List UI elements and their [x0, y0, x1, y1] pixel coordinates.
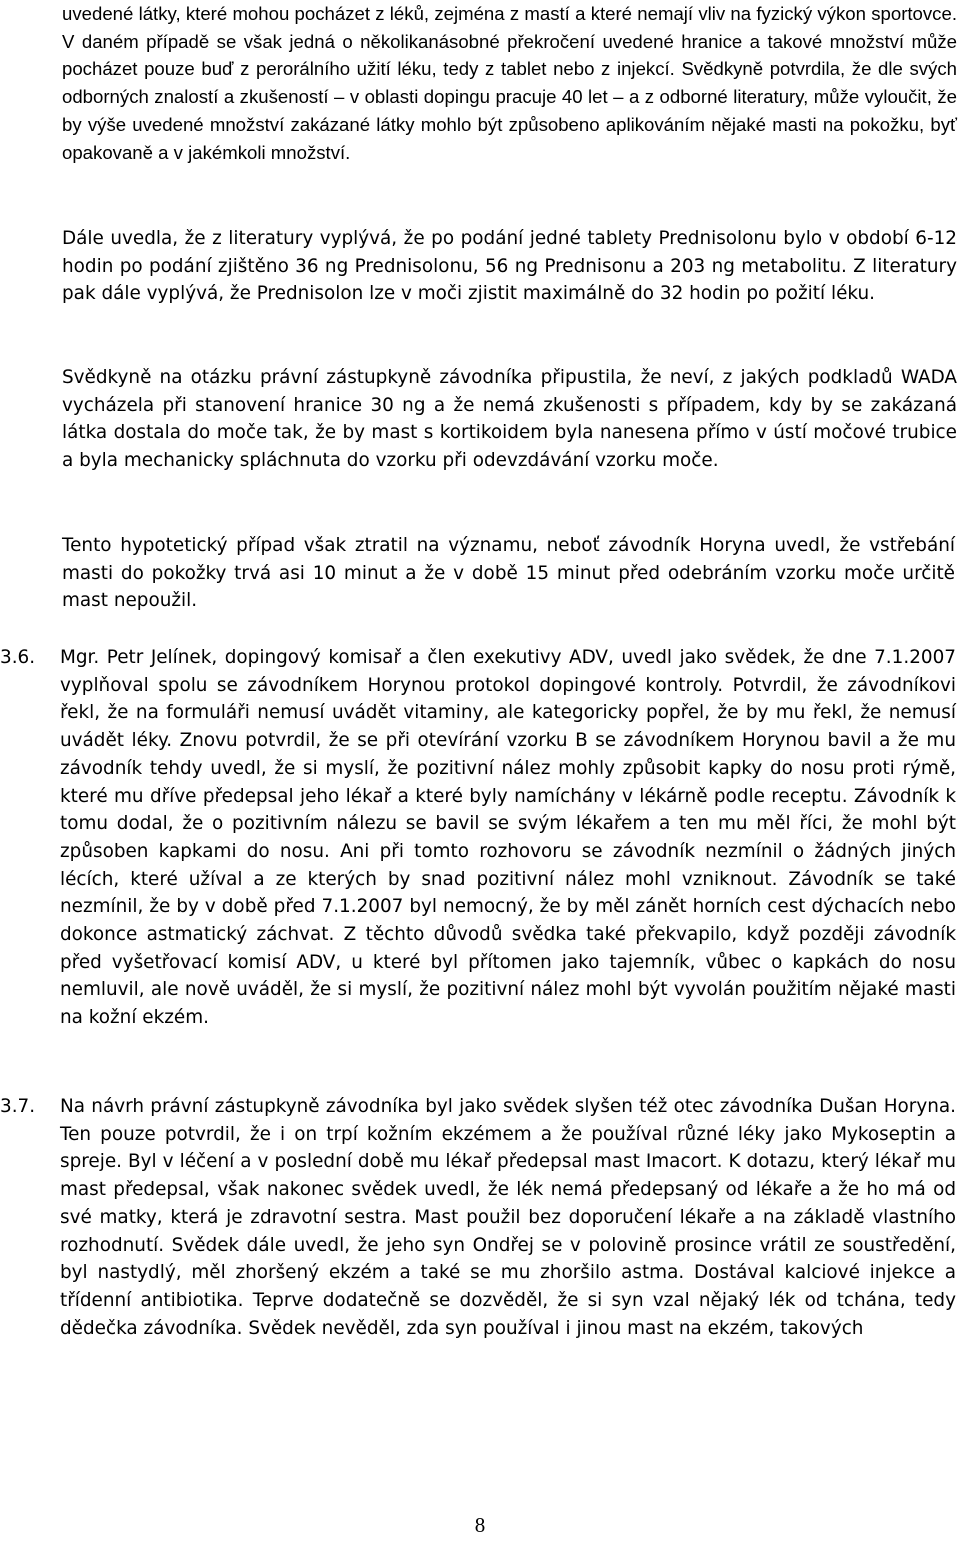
- section-text: Na návrh právní zástupkyně závodníka byl jako svědek slyšen též otec závodníka Dušan Horyna. Ten pouze potvrdil, že i on trpí kožním ekzémem a že používal různé léky jako Mykoseptin a spreje. Byl v léčení a v poslední době mu lékař předepsal mast Imacort. K dotazu, který lékař mu mast předepsal, však nakonec svědek uvedl, že lék nemá předepsaný od lékaře a že ho má od své matky, která je zdravotní sestra. Mast použil bez doporučení lékaře a na základě vlastního rozhodnutí. Svědek dále uvedl, že jeho syn Ondřej se v polovině prosince vrátil ze soustředění, byl nastydlý, měl zhoršený ekzém a také se mu zhoršilo astma. Dostával kalciové injekce a třídenní antibiotika. Teprve dodatečně se dozvěděl, že si syn vzal nějaký lék od tchána, tedy dědečka závodníka. Svědek nevěděl, zda syn používal i jinou mast na ekzém, takových: [60, 1096, 956, 1339]
- page-number: 8: [474, 1513, 486, 1537]
- section-number: 3.7.: [0, 1096, 36, 1117]
- paragraph-substance-origin: uvedené látky, které mohou pocházet z léků, zejména z mastí a které nemají vliv na fyzický výkon sportovce. V daném případě se však jedná o několikanásobné překročení uvedené hranice a takové množství může pocházet pouze buď z perorálního užití léku, tedy z tablet nebo z injekcí. Svědkyně potvrdila, že dle svých odborných znalostí a zkušeností – v oblasti dopingu pracuje 40 let – a z odborné literatury, může vyloučit, že by výše uvedené množství zakázané látky mohlo být způsobeno aplikováním nějaké masti na pokožku, byť opakovaně a v jakémkoli množství.: [62, 3, 957, 163]
- paragraph-literature: Dále uvedla, že z literatury vyplývá, že po podání jedné tablety Prednisolonu bylo v období 6-12 hodin po podání zjištěno 36 ng Prednisolonu, 56 ng Prednisonu a 203 ng metabolitu. Z literatury pak dále vyplývá, že Prednisolon lze v moči zjistit maximálně do 32 hodin po požití léku.: [62, 228, 957, 305]
- paragraph-hypothetical-case: Tento hypotetický případ však ztratil na významu, neboť závodník Horyna uvedl, že vstřebání masti do pokožky trvá asi 10 minut a že v době 15 minut před odebráním vzorku moče určitě mast nepoužil.: [62, 535, 955, 612]
- paragraph-wada-threshold: Svědkyně na otázku právní zástupkyně závodníka připustila, že neví, z jakých podkladů WADA vycházela při stanovení hranice 30 ng a že nemá zkušenosti s případem, kdy by se zakázaná látka dostala do moče tak, že by mast s kortikoidem byla nanesena přímo v ústí močové trubice a byla mechanicky spláchnuta do vzorku při odevzdávání vzorku moče.: [62, 367, 957, 472]
- section-number: 3.6.: [0, 647, 36, 668]
- section-text: Mgr. Petr Jelínek, dopingový komisař a člen exekutivy ADV, uvedl jako svědek, že dne 7.1.2007 vyplňoval spolu se závodníkem Horynou protokol dopingové kontroly. Potvrdil, že závodníkovi řekl, že na formuláři nemusí uvádět vitaminy, ale kategoricky popřel, že by mu řekl, že nemusí uvádět léky. Znovu potvrdil, že se při otevírání vzorku B se závodníkem Horynou bavil a že mu závodník tehdy uvedl, že si myslí, že pozitivní nález mohly způsobit kapky do nosu proti rýmě, které mu dříve předepsal jeho lékař a které byly namíchány v lékárně podle receptu. Závodník k tomu dodal, že o pozitivním nálezu se bavil se svým lékařem a ten mu měl říci, že mohl být způsoben kapkami do nosu. Ani při tomto rozhovoru se závodník nezmínil o žádných jiných lécích, které užíval a ze kterých by snad pozitivní nález mohl vzniknout. Závodník se také nezmínil, že by v době před 7.1.2007 byl nemocný, že by měl zánět horních cest dýchacích nebo dokonce astmatický záchvat. Z těchto důvodů svědka také překvapilo, když později závodník před vyšetřovací komisí ADV, u které byl přítomen jako tajemník, vůbec o kapkách do nosu nemluvil, ale nově uváděl, že si myslí, že pozitivní nález mohl být vyvolán použitím nějaké masti na kožní ekzém.: [60, 647, 956, 1029]
